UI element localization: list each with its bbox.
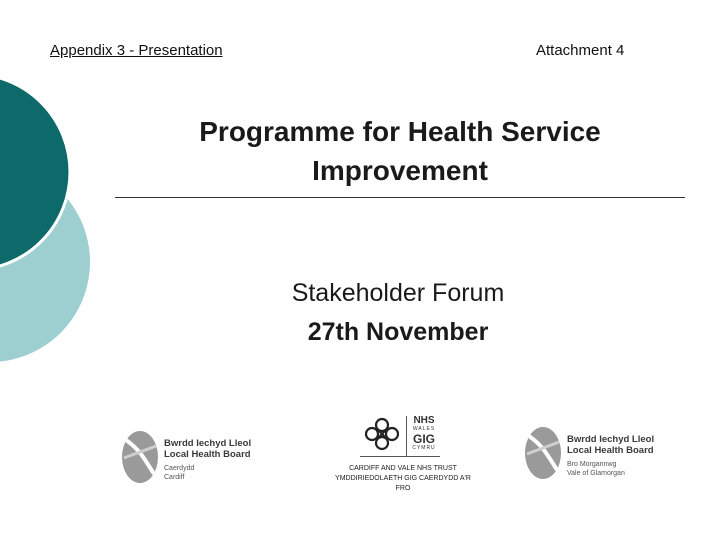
vale-lhb-logo xyxy=(523,420,663,486)
title-divider xyxy=(115,197,685,198)
forum-name: Stakeholder Forum xyxy=(291,279,505,307)
cymru-text: CYMRU xyxy=(412,445,436,451)
trust-name-english: CARDIFF AND VALE NHS TRUST xyxy=(349,465,457,472)
trust-name xyxy=(318,464,488,494)
lhb-name-english: Local Health Board xyxy=(164,449,251,460)
attachment-label: Attachment 4 xyxy=(536,42,625,59)
title-line-1: Programme for Health Service xyxy=(199,116,601,147)
subtitle xyxy=(198,274,598,352)
lhb-area-english: Vale of Glamorgan xyxy=(567,470,625,477)
nhs-rule xyxy=(360,456,440,457)
nhs-text: NHS xyxy=(413,415,435,426)
lhb-area-welsh: Caerdydd xyxy=(164,465,195,472)
appendix-label: Appendix 3 - Presentation xyxy=(50,42,223,59)
forum-date: 27th November xyxy=(307,318,489,346)
nhs-wordmark xyxy=(408,416,440,452)
lhb-name xyxy=(164,438,264,460)
lhb-name xyxy=(567,434,667,456)
page-title xyxy=(115,112,685,190)
nhs-vertical-rule xyxy=(406,416,407,456)
decorative-circles xyxy=(0,0,100,400)
nhs-trust-logo xyxy=(318,412,488,502)
lhb-area-welsh: Bro Morgannwg xyxy=(567,461,617,468)
wales-text: WALES xyxy=(412,426,436,432)
lhb-name-welsh: Bwrdd Iechyd Lleol xyxy=(567,434,655,445)
nhs-wales-emblem-icon xyxy=(360,414,404,454)
gig-text: GIG xyxy=(412,432,435,446)
lhb-area xyxy=(164,464,264,482)
lhb-area xyxy=(567,460,667,478)
lhb-emblem-icon xyxy=(523,424,563,482)
lhb-name-english: Local Health Board xyxy=(567,445,654,456)
cardiff-lhb-logo xyxy=(120,424,260,490)
title-line-2: Improvement xyxy=(312,155,488,186)
lhb-emblem-icon xyxy=(120,428,160,486)
lhb-name-welsh: Bwrdd Iechyd Lleol xyxy=(164,438,252,449)
trust-name-welsh-cont: FRO xyxy=(395,485,411,492)
lhb-area-english: Cardiff xyxy=(164,474,185,481)
trust-name-welsh: YMDDIRIEDOLAETH GIG CAERDYDD A'R xyxy=(335,475,471,482)
